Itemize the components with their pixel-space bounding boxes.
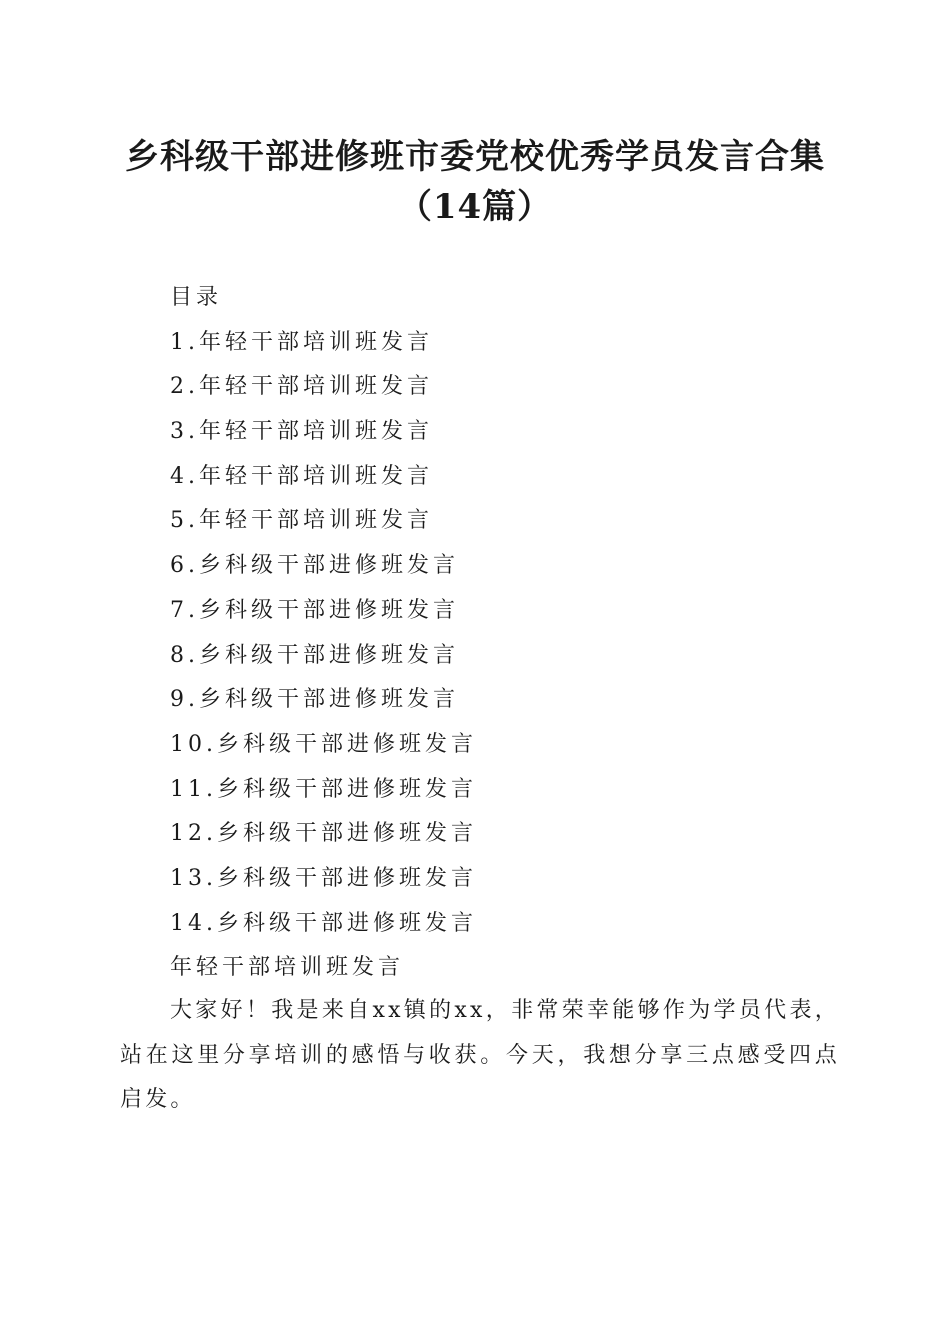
toc-heading: 目录 [170, 285, 223, 310]
toc-item: 7.乡科级干部进修班发言 [170, 597, 459, 623]
title-line-1: 乡科级干部进修班市委党校优秀学员发言合集 [125, 137, 825, 177]
toc-item: 11.乡科级干部进修班发言 [170, 776, 477, 802]
title-line-2: （14篇） [397, 187, 553, 227]
toc-item: 2.年轻干部培训班发言 [170, 374, 433, 400]
toc-item: 10.乡科级干部进修班发言 [170, 731, 477, 757]
toc-item: 8.乡科级干部进修班发言 [170, 642, 459, 668]
toc-item: 9.乡科级干部进修班发言 [170, 687, 459, 713]
toc-item: 4.年轻干部培训班发言 [170, 463, 433, 489]
toc-item: 12.乡科级干部进修班发言 [170, 821, 477, 847]
toc-item: 1.年轻干部培训班发言 [170, 329, 433, 355]
toc-item: 6.乡科级干部进修班发言 [170, 553, 459, 579]
section-heading: 年轻干部培训班发言 [170, 955, 405, 981]
body-paragraph: 大家好！我是来自xx镇的xx，非常荣幸能够作为学员代表，站在这里分享培训的感悟与收获。今天，我想分享三点感受四点启发。 [120, 998, 840, 1113]
toc-item: 14.乡科级干部进修班发言 [170, 910, 477, 936]
document-title [0, 132, 950, 232]
toc-item: 5.年轻干部培训班发言 [170, 508, 433, 534]
toc-item: 3.年轻干部培训班发言 [170, 419, 433, 445]
table-of-contents [170, 276, 870, 991]
toc-item: 13.乡科级干部进修班发言 [170, 865, 477, 891]
